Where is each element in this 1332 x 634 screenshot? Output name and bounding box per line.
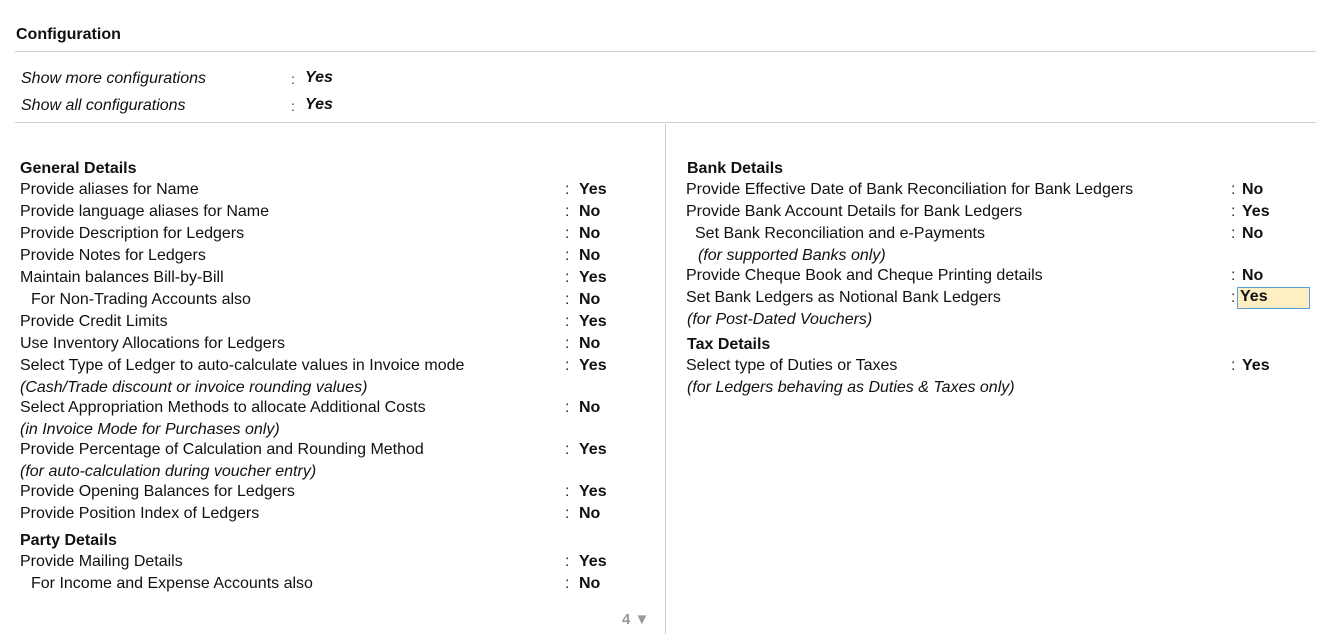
setting-label: Select type of Duties or Taxes — [686, 357, 898, 374]
setting-row[interactable] — [686, 225, 1316, 247]
party-details-heading: Party Details — [20, 532, 117, 549]
show-all-configurations-value[interactable]: Yes — [305, 96, 333, 113]
setting-row[interactable] — [20, 357, 660, 379]
setting-note: (Cash/Trade discount or invoice rounding values) — [20, 379, 368, 396]
column-divider — [665, 124, 666, 634]
setting-row[interactable] — [20, 399, 660, 421]
setting-value[interactable]: Yes — [579, 269, 607, 286]
focused-value-field[interactable]: Yes — [1238, 288, 1309, 308]
setting-row[interactable] — [20, 247, 660, 269]
colon: : — [565, 291, 570, 308]
setting-value[interactable]: No — [579, 575, 601, 592]
setting-value[interactable]: Yes — [579, 357, 607, 374]
setting-row[interactable] — [686, 289, 1316, 311]
setting-value[interactable]: Yes — [579, 553, 607, 570]
setting-label: Maintain balances Bill-by-Bill — [20, 269, 224, 286]
colon: : — [565, 575, 570, 592]
setting-label: Provide Percentage of Calculation and Rounding Method — [20, 441, 424, 458]
setting-value[interactable]: Yes — [579, 181, 607, 198]
setting-label: Select Type of Ledger to auto-calculate values in Invoice mode — [20, 357, 465, 374]
setting-row[interactable] — [20, 313, 660, 335]
setting-value[interactable]: Yes — [579, 313, 607, 330]
page-title: Configuration — [16, 26, 121, 43]
colon: : — [1231, 357, 1236, 374]
setting-row[interactable] — [20, 483, 660, 505]
colon: : — [1231, 181, 1236, 198]
setting-label: Set Bank Reconciliation and e-Payments — [695, 225, 985, 242]
tax-details-heading: Tax Details — [687, 336, 771, 353]
show-all-configurations-label: Show all configurations — [21, 97, 186, 114]
setting-row[interactable] — [20, 335, 660, 357]
colon: : — [565, 181, 570, 198]
colon: : — [291, 98, 295, 114]
setting-row[interactable] — [686, 357, 1316, 379]
setting-label: Provide Description for Ledgers — [20, 225, 245, 242]
setting-label: Provide Position Index of Ledgers — [20, 505, 260, 522]
setting-value[interactable]: Yes — [1242, 203, 1270, 220]
setting-label: Provide Effective Date of Bank Reconciliation for Bank Ledgers — [686, 181, 1134, 198]
setting-row[interactable] — [686, 203, 1316, 225]
setting-label: Provide Credit Limits — [20, 313, 168, 330]
colon: : — [565, 357, 570, 374]
setting-label: Select Appropriation Methods to allocate Additional Costs — [20, 399, 426, 416]
setting-value[interactable]: No — [579, 291, 601, 308]
colon: : — [565, 313, 570, 330]
setting-row[interactable] — [20, 291, 660, 313]
setting-label: Provide Bank Account Details for Bank Ledgers — [686, 203, 1023, 220]
colon: : — [565, 247, 570, 264]
colon: : — [565, 505, 570, 522]
colon: : — [565, 269, 570, 286]
setting-label: Provide Mailing Details — [20, 553, 183, 570]
setting-value[interactable]: No — [579, 247, 601, 264]
colon: : — [565, 553, 570, 570]
setting-value[interactable]: No — [1242, 181, 1264, 198]
setting-label: Provide Opening Balances for Ledgers — [20, 483, 295, 500]
colon: : — [291, 71, 295, 87]
setting-value[interactable]: Yes — [579, 441, 607, 458]
setting-label: For Non-Trading Accounts also — [31, 291, 251, 308]
setting-value[interactable]: Yes — [1242, 357, 1270, 374]
setting-row[interactable] — [20, 505, 660, 527]
colon: : — [1231, 289, 1236, 306]
setting-label: For Income and Expense Accounts also — [31, 575, 313, 592]
setting-row[interactable] — [20, 441, 660, 463]
setting-note: (for auto-calculation during voucher entry) — [20, 463, 317, 480]
setting-label: Provide aliases for Name — [20, 181, 199, 198]
setting-label: Provide Cheque Book and Cheque Printing details — [686, 267, 1043, 284]
setting-label: Provide Notes for Ledgers — [20, 247, 206, 264]
setting-value[interactable]: No — [1242, 267, 1264, 284]
setting-value[interactable]: No — [579, 335, 601, 352]
bank-details-heading: Bank Details — [687, 160, 784, 177]
colon: : — [565, 225, 570, 242]
setting-row[interactable] — [20, 203, 660, 225]
setting-label: Use Inventory Allocations for Ledgers — [20, 335, 286, 352]
setting-row[interactable] — [20, 181, 660, 203]
colon: : — [565, 441, 570, 458]
setting-row[interactable] — [20, 575, 660, 597]
setting-label: Set Bank Ledgers as Notional Bank Ledgers — [686, 289, 1001, 306]
colon: : — [565, 203, 570, 220]
more-items-indicator[interactable]: 4 ▼ — [622, 611, 650, 628]
colon: : — [565, 335, 570, 352]
colon: : — [1231, 225, 1236, 242]
setting-row[interactable] — [20, 225, 660, 247]
colon: : — [1231, 203, 1236, 220]
colon: : — [565, 399, 570, 416]
setting-label: Provide language aliases for Name — [20, 203, 270, 220]
setting-value[interactable]: Yes — [579, 483, 607, 500]
general-details-heading: General Details — [20, 160, 137, 177]
setting-row[interactable] — [20, 553, 660, 575]
setting-value[interactable]: No — [579, 225, 601, 242]
divider — [15, 122, 1316, 123]
show-more-configurations-value[interactable]: Yes — [305, 69, 333, 86]
divider — [15, 51, 1316, 52]
setting-row[interactable] — [686, 181, 1316, 203]
setting-row[interactable] — [686, 267, 1316, 289]
setting-value[interactable]: No — [1242, 225, 1264, 242]
colon: : — [565, 483, 570, 500]
setting-note: (for supported Banks only) — [698, 247, 886, 264]
colon: : — [1231, 267, 1236, 284]
setting-row[interactable] — [20, 269, 660, 291]
setting-value[interactable]: No — [579, 203, 601, 220]
setting-value[interactable]: No — [579, 399, 601, 416]
setting-note: (in Invoice Mode for Purchases only) — [20, 421, 280, 438]
setting-note: (for Post-Dated Vouchers) — [687, 311, 873, 328]
setting-value[interactable]: No — [579, 505, 601, 522]
setting-note: (for Ledgers behaving as Duties & Taxes only) — [687, 379, 1015, 396]
show-more-configurations-label: Show more configurations — [21, 70, 206, 87]
